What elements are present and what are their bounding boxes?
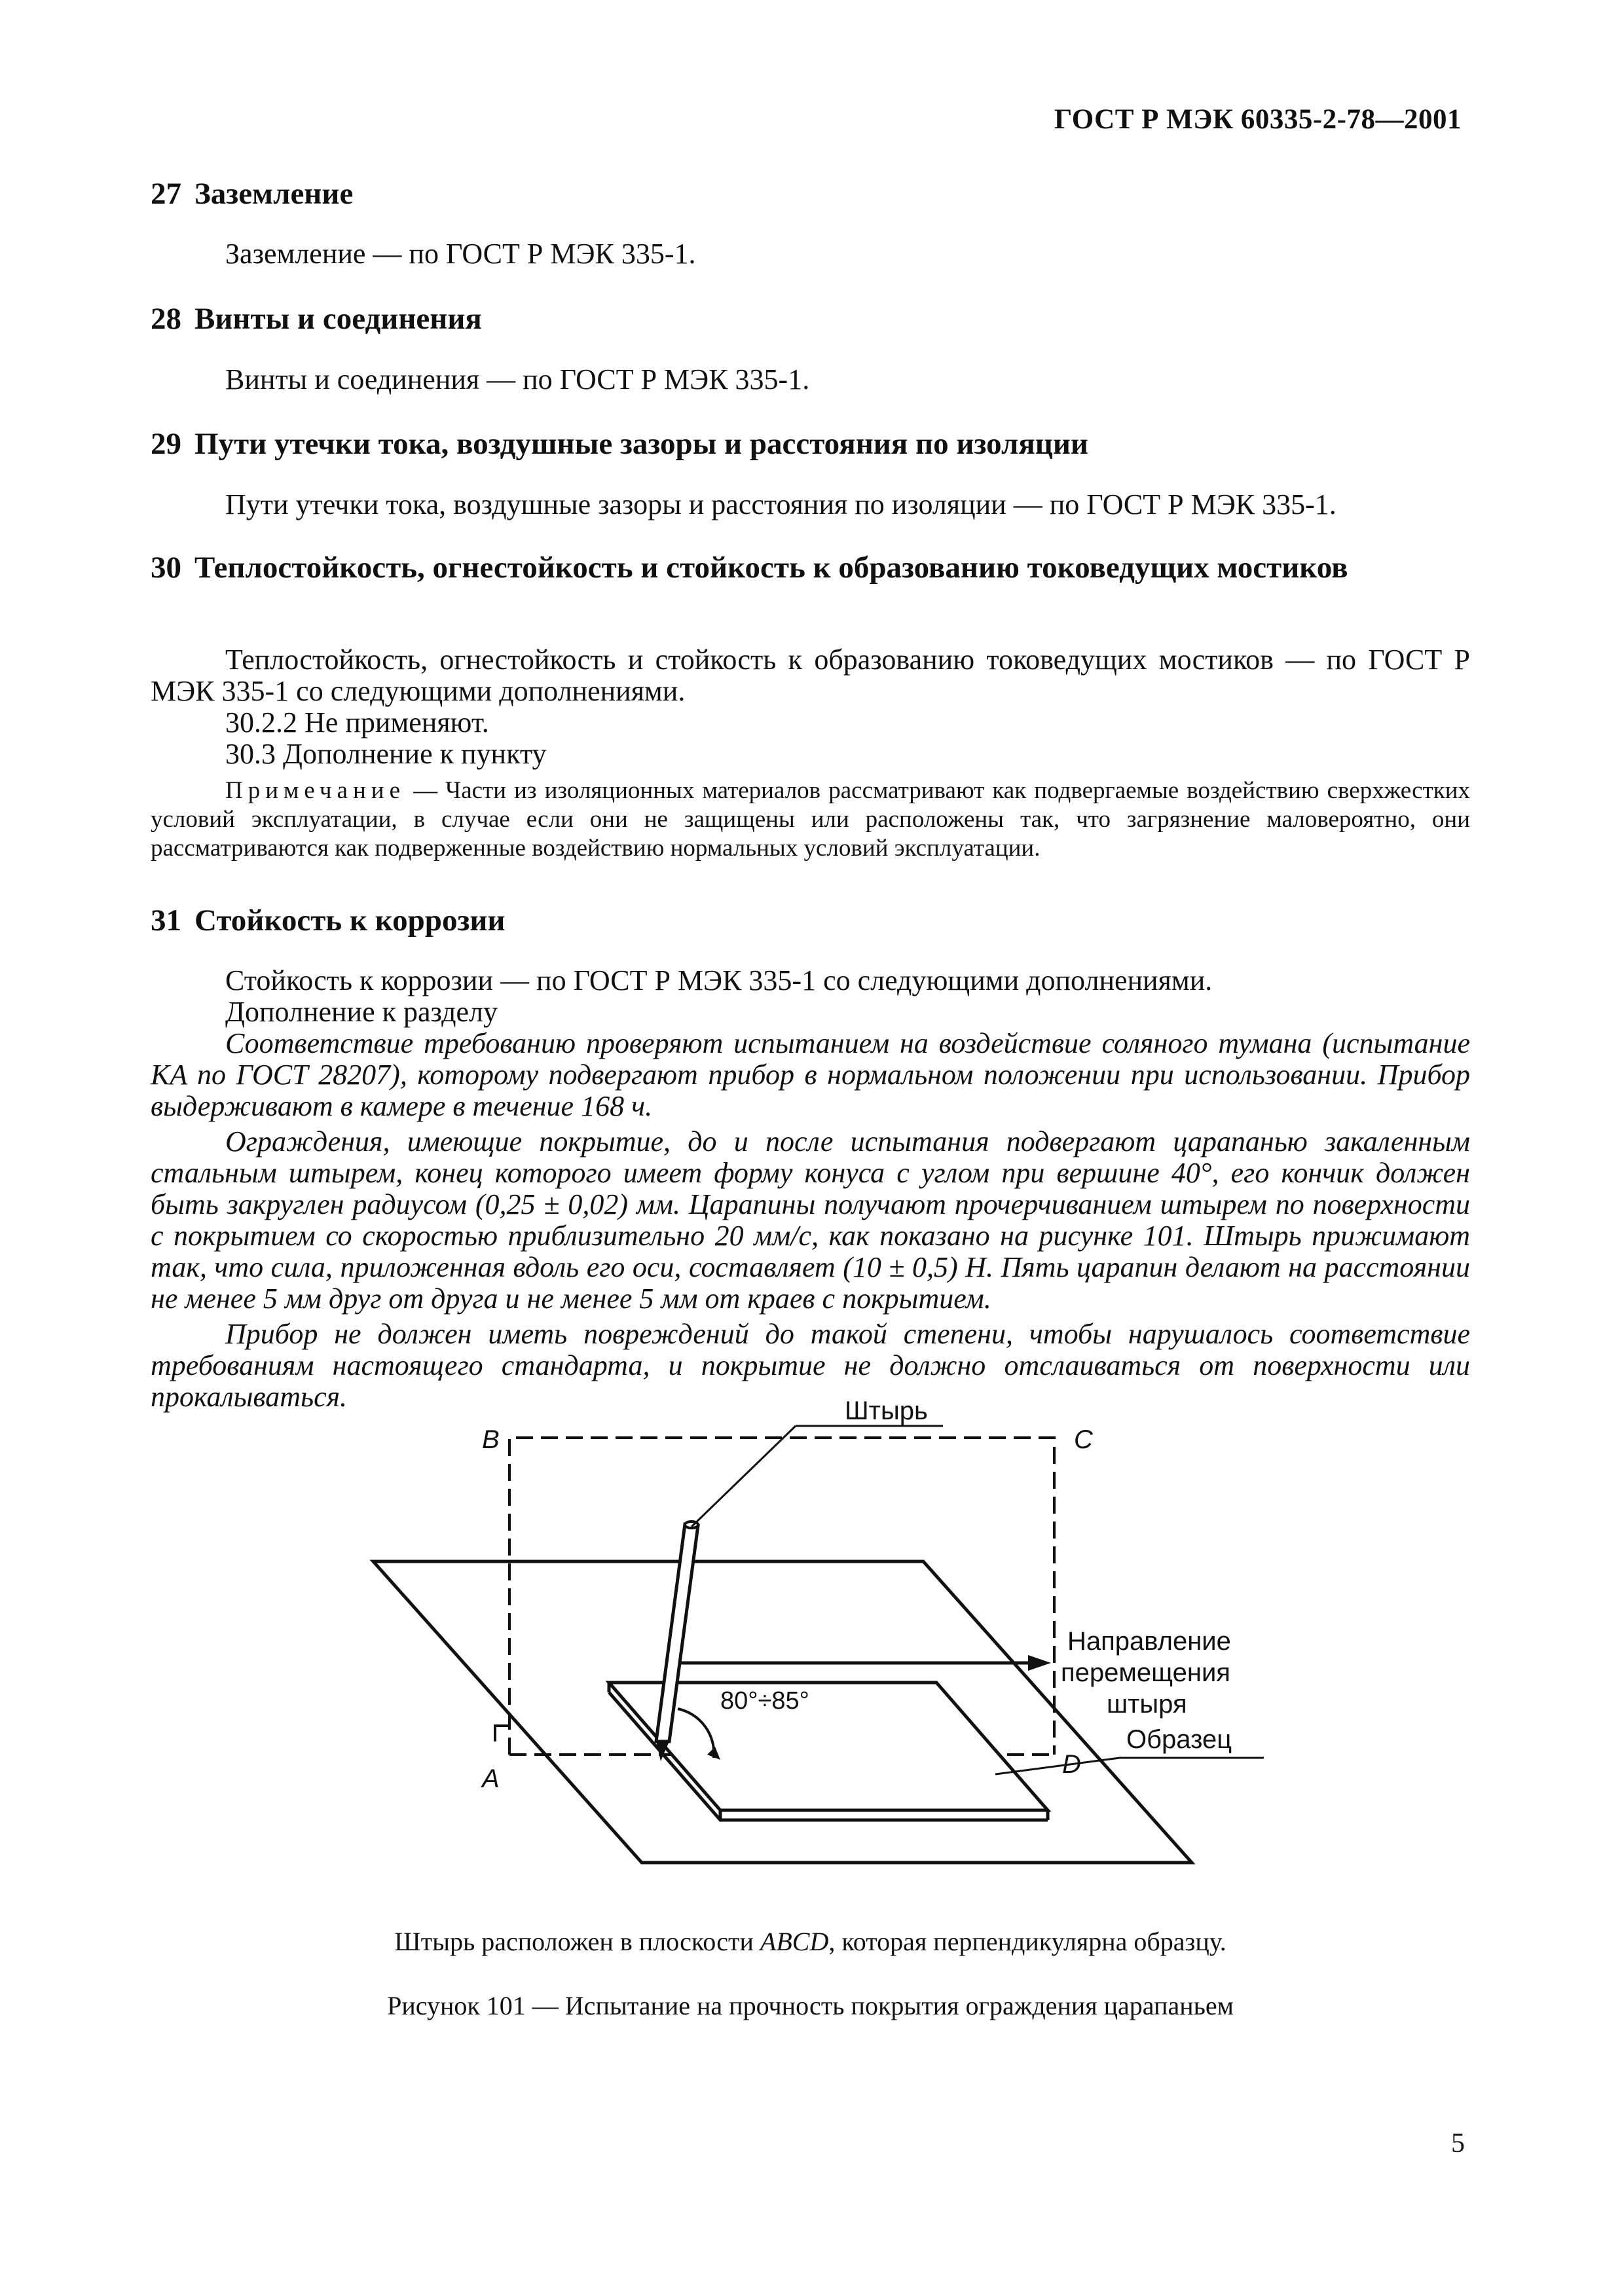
label-b: B <box>482 1425 500 1454</box>
section-heading <box>151 426 1470 462</box>
section-text: Заземление — по ГОСТ Р МЭК 335-1. <box>225 238 696 270</box>
section-text: Пути утечки тока, воздушные зазоры и расстояния по изоляции — по ГОСТ Р МЭК 335-1. <box>225 488 1336 520</box>
label-direction-line1: Направление <box>1067 1627 1231 1656</box>
section-heading <box>151 902 1470 939</box>
label-a: A <box>482 1764 500 1793</box>
section-title: Заземление <box>194 177 354 211</box>
section-number: 27 <box>151 177 181 211</box>
section-29 <box>151 426 1470 462</box>
section-number: 29 <box>151 427 181 461</box>
note-text: — Части из изоляционных материалов рассматривают как подвергаемые воздействию сверхжестких условий эксплуатации, в случае если они не защищены или расположены так, что загрязнение маловероятно, они рассматриваются как подверженные воздействию нормальных условий эксплуатации. <box>151 777 1470 862</box>
label-direction-line3: штыря <box>1107 1690 1187 1719</box>
figure-101 <box>367 1401 1264 1912</box>
section-31-body <box>151 965 1470 1413</box>
section-title: Теплостойкость, огнестойкость и стойкость к образованию токоведущих мостиков <box>194 551 1348 585</box>
section-number: 30 <box>151 551 181 585</box>
section-30 <box>151 551 1408 584</box>
section-title: Пути утечки тока, воздушные зазоры и расстояния по изоляции <box>194 427 1088 461</box>
direction-arrowhead <box>1028 1655 1051 1671</box>
label-sample: Образец <box>1126 1725 1232 1754</box>
section-addition: Дополнение к разделу <box>225 996 498 1028</box>
figure-caption: Рисунок 101 — Испытание на прочность покрытия ограждения царапаньем <box>387 1991 1234 2020</box>
paragraph-salt-mist: Соответствие требованию проверяют испытанием на воздействие соляного тумана (испытание KA по ГОСТ 28207), которому подвергают прибор в нормальном положении при использовании. Прибор выдерживают в камере в течение 168 ч. <box>151 1027 1470 1122</box>
label-d: D <box>1062 1750 1081 1779</box>
section-28 <box>151 301 1470 337</box>
section-title: Стойкость к коррозии <box>194 903 506 938</box>
sample-leader <box>995 1758 1120 1774</box>
right-angle-marker <box>495 1726 509 1741</box>
section-heading <box>151 551 1408 584</box>
scratch-test-diagram <box>367 1401 1264 1912</box>
section-31 <box>151 902 1470 939</box>
figure-note-text: Штырь расположен в плоскости <box>394 1927 760 1956</box>
figure-note <box>151 1926 1470 1957</box>
section-number: 28 <box>151 302 181 336</box>
section-number: 31 <box>151 903 181 938</box>
section-text: Теплостойкость, огнестойкость и стойкость к образованию токоведущих мостиков — по ГОСТ Р МЭК 335-1 со следующими дополнениями. <box>151 644 1470 707</box>
section-text: Стойкость к коррозии — по ГОСТ Р МЭК 335-1 со следующими дополнениями. <box>225 964 1213 996</box>
section-29-body <box>225 489 1469 520</box>
label-c: C <box>1074 1425 1093 1454</box>
figure-note-text-end: , которая перпендикулярна образцу. <box>828 1927 1226 1956</box>
section-text: Винты и соединения — по ГОСТ Р МЭК 335-1. <box>225 363 810 395</box>
section-heading <box>151 175 1470 212</box>
clause-30-2-2: 30.2.2 Не применяют. <box>225 706 489 738</box>
paragraph-requirements: Прибор не должен иметь повреждений до такой степени, чтобы нарушалось соответствие требованиям настоящего стандарта, и покрытие не должно отслаиваться от поверхности или прокалываться. <box>151 1318 1470 1413</box>
section-27 <box>151 175 1470 212</box>
label-direction-line2: перемещения <box>1061 1658 1230 1687</box>
pin-leader <box>691 1426 796 1527</box>
paragraph-scratch-test: Ограждения, имеющие покрытие, до и после испытания подвергают царапанью закаленным стальным штырем, конец которого имеет форму конуса с углом при вершине 40°, его кончик должен быть закруглен радиусом (0,25 ± 0,02) мм. Царапины получают прочерчиванием штырем по поверхности с покрытием со скоростью приблизительно 20 мм/с, как показано на рисунке 101. Штырь прижимают так, что сила, приложенная вдоль его оси, составляет (10 ± 0,5) Н. Пять царапин делают на расстоянии не менее 5 мм друг от друга и не менее 5 мм от краев с покрытием. <box>151 1125 1470 1315</box>
clause-30-3: 30.3 Дополнение к пункту <box>225 738 547 770</box>
figure-note-plane: ABCD <box>760 1927 829 1956</box>
section-30-body <box>151 644 1470 863</box>
section-heading <box>151 301 1470 337</box>
section-27-body <box>225 238 1469 270</box>
section-title: Винты и соединения <box>194 302 482 336</box>
section-28-body <box>225 364 1469 395</box>
standard-header: ГОСТ Р МЭК 60335-2-78—2001 <box>1054 104 1462 135</box>
label-pin: Штырь <box>845 1401 928 1425</box>
page-number: 5 <box>1451 2128 1465 2159</box>
note-label: Примечание <box>225 777 405 804</box>
label-angle: 80°÷85° <box>720 1687 809 1715</box>
note <box>151 776 1470 863</box>
